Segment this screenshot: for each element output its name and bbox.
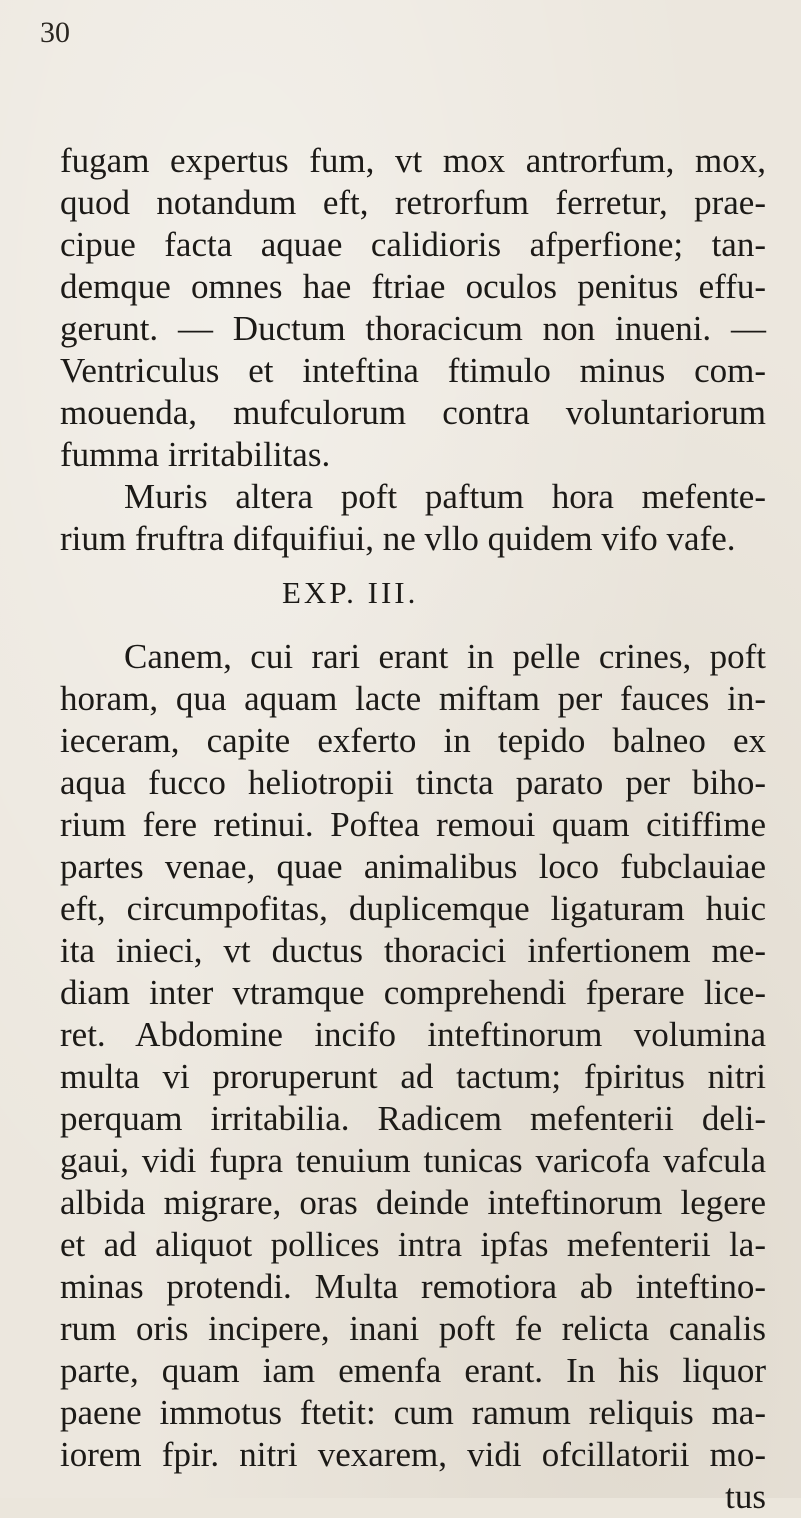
text-line: Muris altera poft paftum hora mefente-	[124, 477, 766, 516]
text-line: rium fere retinui. Poftea remoui quam citiffime	[60, 805, 766, 844]
text-line: multa vi proruperunt ad tactum; fpiritus nitri	[60, 1057, 766, 1096]
paragraph-3	[60, 636, 766, 1518]
text-line: et ad aliquot pollices intra ipfas mefenterii la-	[60, 1225, 766, 1264]
text-line: diam inter vtramque comprehendi fperare lice-	[60, 973, 766, 1012]
text-line: aqua fucco heliotropii tincta parato per biho-	[60, 763, 766, 802]
text-line: quod notandum eft, retrorfum ferretur, prae-	[60, 183, 766, 222]
text-line: gerunt. — Ductum thoracicum non inueni. —	[60, 309, 766, 348]
text-line: iorem fpir. nitri vexarem, vidi ofcillatorii mo-	[60, 1435, 766, 1474]
text-line: fugam expertus fum, vt mox antrorfum, mox,	[60, 141, 766, 180]
text-line: minas protendi. Multa remotiora ab inteftino-	[60, 1267, 766, 1306]
text-line: rum oris incipere, inani poft fe relicta canalis	[60, 1309, 766, 1348]
text-line: ieceram, capite exferto in tepido balneo ex	[60, 721, 766, 760]
paragraph-1	[60, 140, 766, 476]
text-line: ita inieci, vt ductus thoracici infertionem me-	[60, 931, 766, 970]
text-line: fumma irritabilitas.	[60, 435, 331, 474]
text-line: horam, qua aquam lacte miftam per fauces in-	[60, 679, 766, 718]
text-line: Canem, cui rari erant in pelle crines, poft	[124, 637, 766, 676]
text-line: albida migrare, oras deinde inteftinorum legere	[60, 1183, 766, 1222]
text-line: perquam irritabilia. Radicem mefenterii deli-	[60, 1099, 766, 1138]
experiment-heading: EXP. III.	[282, 575, 419, 610]
catchword: tus	[725, 1477, 766, 1516]
text-line: gaui, vidi fupra tenuium tunicas varicofa vafcula	[60, 1141, 766, 1180]
text-line: paene immotus ftetit: cum ramum reliquis ma-	[60, 1393, 766, 1432]
text-line: mouenda, mufculorum contra voluntariorum	[60, 393, 766, 432]
page-number: 30	[40, 16, 70, 49]
text-line: partes venae, quae animalibus loco fubclauiae	[60, 847, 766, 886]
main-text	[60, 140, 766, 1518]
text-line: ret. Abdomine incifo inteftinorum volumina	[60, 1015, 766, 1054]
text-line: demque omnes hae ftriae oculos penitus effu-	[60, 267, 766, 306]
text-line: eft, circumpofitas, duplicemque ligaturam huic	[60, 889, 766, 928]
text-line: cipue facta aquae calidioris afperfione; tan-	[60, 225, 766, 264]
text-line: parte, quam iam emenfa erant. In his liquor	[60, 1351, 766, 1390]
text-line: rium fruftra difquifiui, ne vllo quidem vifo vafe.	[60, 519, 736, 558]
text-line: Ventriculus et inteftina ftimulo minus com-	[60, 351, 766, 390]
paragraph-2	[60, 476, 766, 560]
